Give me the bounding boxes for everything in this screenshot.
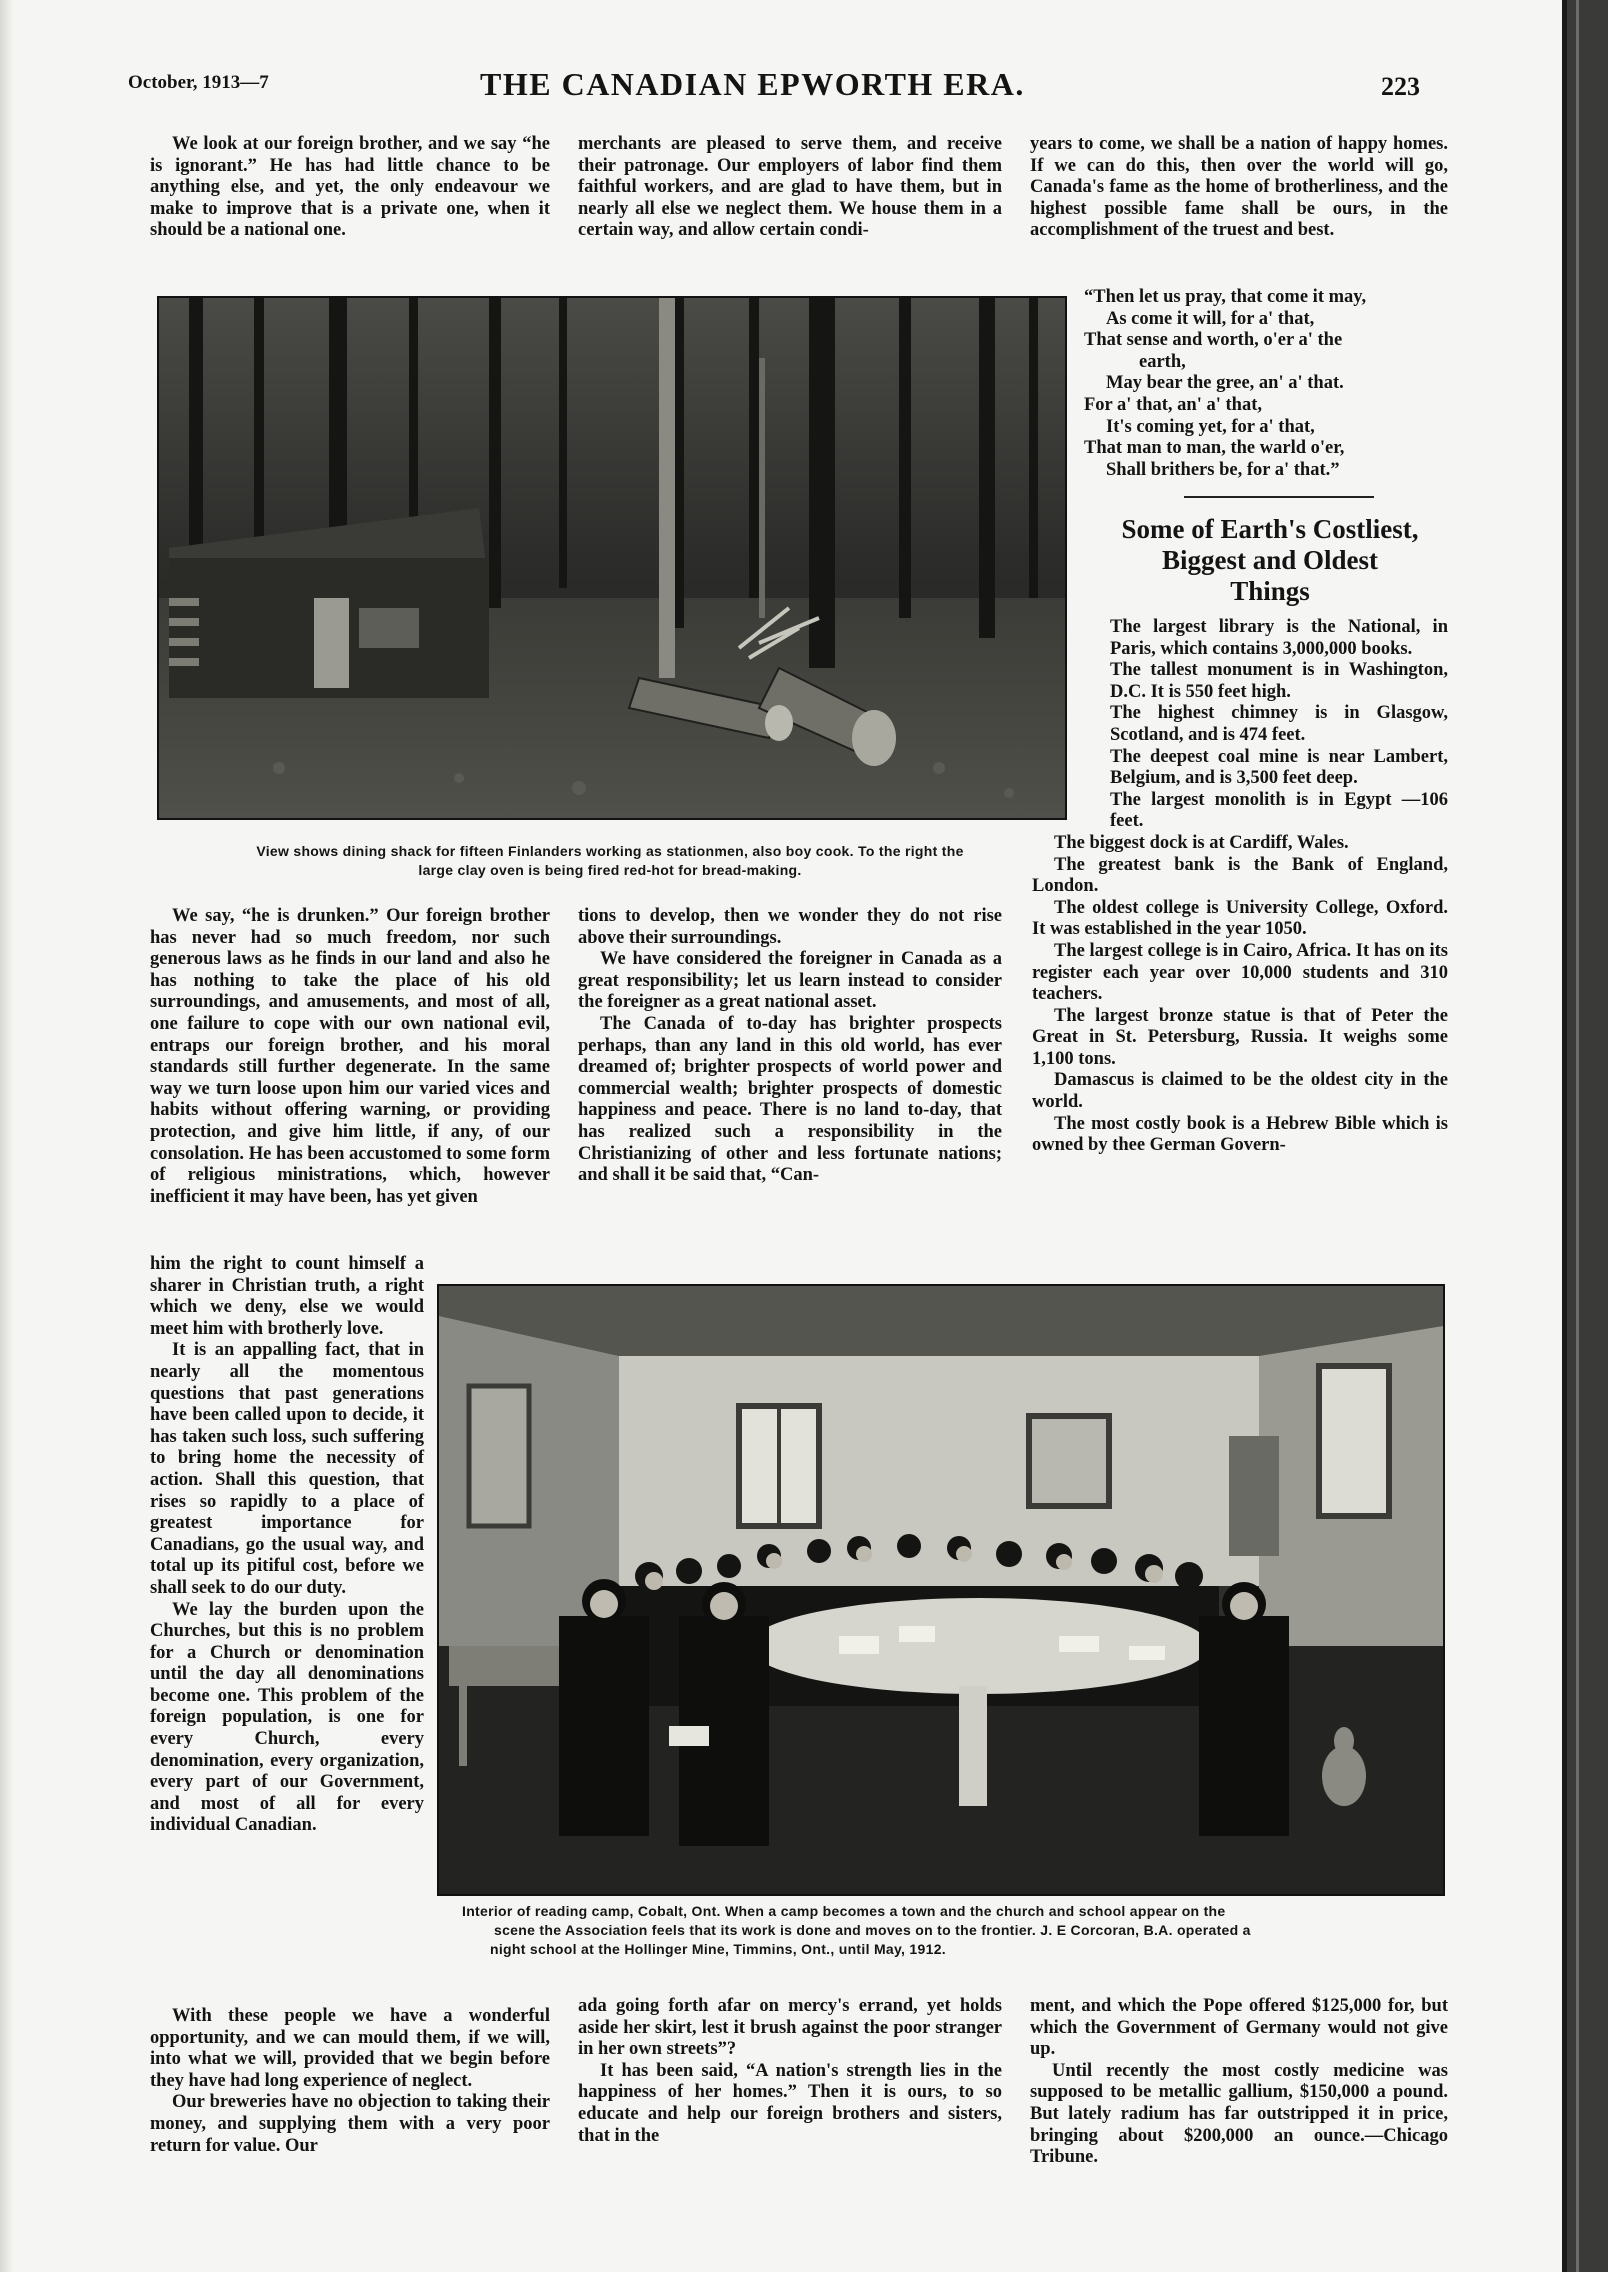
magazine-title: THE CANADIAN EPWORTH ERA.	[480, 66, 1025, 102]
poem-line: earth,	[1139, 351, 1186, 372]
paragraph: years to come, we shall be a nation of happy homes. If we can do this, then over the world will go, Canada's fame as the home of brotherliness, and the highest possible fame shall be ours, in the accomplishment of the truest and best.	[1030, 134, 1448, 241]
title-line: Things	[1230, 576, 1310, 606]
middle-column-2	[578, 906, 1002, 1187]
bottom-column-1	[150, 2006, 550, 2157]
forest-shack-photo	[157, 296, 1067, 820]
top-column-1	[150, 134, 550, 242]
paragraph: Our breweries have no objection to taking their money, and supplying them with a very poor return for value. Our	[150, 2092, 550, 2156]
paragraph: ada going forth afar on mercy's errand, yet holds aside her skirt, lest it brush against the poor stranger in her own streets”?	[578, 1996, 1002, 2060]
paragraph: ment, and which the Pope offered $125,000 for, but which the Government of Germany would not give up.	[1030, 1996, 1448, 2060]
fact: The highest chimney is in Glasgow, Scotland, and is 474 feet.	[1110, 703, 1448, 745]
fact: The largest college is in Cairo, Africa. It has on its register each year over 10,000 students and 310 teachers.	[1032, 940, 1448, 1005]
narrow-column	[150, 1254, 424, 1837]
paragraph: We lay the burden upon the Churches, but this is no problem for a Church or denomination until the day all denominations become one. This problem of the foreign population, is one for every Church, every denomination, every organization, every part of our Government, and most of all for every individual Canadian.	[150, 1599, 424, 1836]
photo2-caption	[462, 1902, 1452, 1959]
poem-line: For a' that, an' a' that,	[1084, 394, 1262, 415]
middle-column-1	[150, 906, 550, 1208]
issue-date: October, 1913—7	[128, 72, 269, 93]
book-spine	[1562, 0, 1608, 2272]
article-title	[1080, 514, 1460, 607]
fact: The deepest coal mine is near Lambert, Belgium, and is 3,500 feet deep.	[1110, 746, 1448, 789]
paragraph: We have considered the foreigner in Canada as a great responsibility; let us learn instead to consider the foreigner as a great national asset.	[578, 949, 1002, 1013]
paragraph: It is an appalling fact, that in nearly all the momentous questions that past generations have been called upon to decide, it has taken such loss, such suffering to bring home the necessity of action. Shall this question, that rises so rapidly to a place of greatest importance for Canadians, go the usual way, and total up its pitiful cost, before we shall seek to do our duty.	[150, 1340, 424, 1598]
section-divider	[1184, 496, 1374, 498]
fact: The greatest bank is the Bank of England, London.	[1032, 854, 1448, 897]
caption-line: large clay oven is being fired red-hot for bread-making.	[418, 862, 802, 878]
paragraph: merchants are pleased to serve them, and receive their patronage. Our employers of labor find them faithful workers, and are glad to have them, but in nearly all else we neglect them. We house them in a certain way, and allow certain condi-	[578, 134, 1002, 241]
poem-line: That sense and worth, o'er a' the	[1084, 330, 1343, 351]
paragraph: We say, “he is drunken.” Our foreign brother has never had so much freedom, nor such generous laws as he finds in our land and also he has nothing to take the place of his old surroundings, and amusements, and most of all, one failure to cope with our own national evil, entraps our foreign brother, and his moral standards still further degenerate. In the same way we turn loose upon him our varied vices and habits without offering warning, or providing protection, and give him little, if any, of our consolation. He has been accustomed to some form of religious ministrations, which, however inefficient it may have been, has yet given	[150, 906, 550, 1207]
poem-line: Shall brithers be, for a' that.”	[1106, 459, 1340, 480]
caption-line: View shows dining shack for fifteen Finlanders working as stationmen, also boy cook. To the right the	[256, 843, 964, 859]
top-column-2	[578, 134, 1002, 242]
fact: Damascus is claimed to be the oldest city in the world.	[1032, 1070, 1448, 1113]
reading-camp-illustration	[439, 1286, 1443, 1894]
fact: The largest bronze statue is that of Peter the Great in St. Petersburg, Russia. It weighs some 1,100 tons.	[1032, 1005, 1448, 1069]
poem-line: “Then let us pray, that come it may,	[1084, 287, 1367, 307]
paragraph: tions to develop, then we wonder they do not rise above their surroundings.	[578, 906, 1002, 948]
bottom-column-3	[1030, 1996, 1448, 2169]
caption-line: scene the Association feels that its work is done and moves on to the frontier. J. E Corcoran, B.A. operated a	[494, 1922, 1251, 1938]
poem-line: It's coming yet, for a' that,	[1106, 416, 1315, 437]
fact: The largest library is the National, in Paris, which contains 3,000,000 books.	[1110, 617, 1448, 659]
poem-line: As come it will, for a' that,	[1106, 308, 1315, 329]
paragraph: him the right to count himself a sharer in Christian truth, a right which we deny, else we would meet him with brotherly love.	[150, 1254, 424, 1339]
poem-line: May bear the gree, an' a' that.	[1106, 373, 1344, 394]
title-line: Some of Earth's Costliest,	[1121, 514, 1419, 544]
reading-camp-photo	[437, 1284, 1445, 1896]
bottom-column-2	[578, 1996, 1002, 2147]
caption-line: Interior of reading camp, Cobalt, Ont. When a camp becomes a town and the church and school appear on the	[462, 1903, 1226, 1919]
top-column-3	[1030, 134, 1448, 242]
fact: The tallest monument is in Washington, D.C. It is 550 feet high.	[1110, 660, 1448, 702]
paragraph: Until recently the most costly medicine was supposed to be metallic gallium, $150,000 a pound. But lately radium has far outstripped it in price, bringing about $200,000 an ounce.—Chicago Tribune.	[1030, 2060, 1448, 2168]
page-number: 223	[1381, 72, 1420, 101]
poem	[1084, 287, 1454, 481]
photo1-caption	[140, 842, 1080, 880]
fact: The largest monolith is in Egypt —106 feet.	[1110, 789, 1448, 832]
fact: The most costly book is a Hebrew Bible which is owned by thee German Govern-	[1032, 1113, 1448, 1156]
paragraph: We look at our foreign brother, and we say “he is ignorant.” He has had little chance to be anything else, and yet, the only endeavour we make to improve that is a private one, when it should be a national one.	[150, 134, 550, 241]
forest-shack-illustration	[159, 298, 1065, 818]
title-line: Biggest and Oldest	[1161, 545, 1379, 575]
caption-line: night school at the Hollinger Mine, Timmins, Ont., until May, 1912.	[490, 1941, 946, 1957]
paragraph: The Canada of to-day has brighter prospects perhaps, than any land in this old world, has ever dreamed of; brighter prospects of world power and commercial wealth; brighter prospects of domestic happiness and peace. There is no land to-day, that has realized such a responsibility in the Christianizing of other and less fortunate nations; and shall it be said that, “Can-	[578, 1013, 1002, 1186]
paragraph: With these people we have a wonderful opportunity, and we can mould them, if we will, into what we will, provided that we begin before they have had long experience of neglect.	[150, 2006, 550, 2091]
paragraph: It has been said, “A nation's strength lies in the happiness of her homes.” Then it is ours, to so educate and help our foreign brothers and sisters, that in the	[578, 2060, 1002, 2146]
page-edge-shadow	[0, 0, 14, 2272]
article-facts	[1032, 617, 1448, 1157]
poem-line: That man to man, the warld o'er,	[1084, 438, 1345, 459]
fact: The oldest college is University College, Oxford. It was established in the year 1050.	[1032, 897, 1448, 940]
fact: The biggest dock is at Cardiff, Wales.	[1054, 832, 1349, 853]
